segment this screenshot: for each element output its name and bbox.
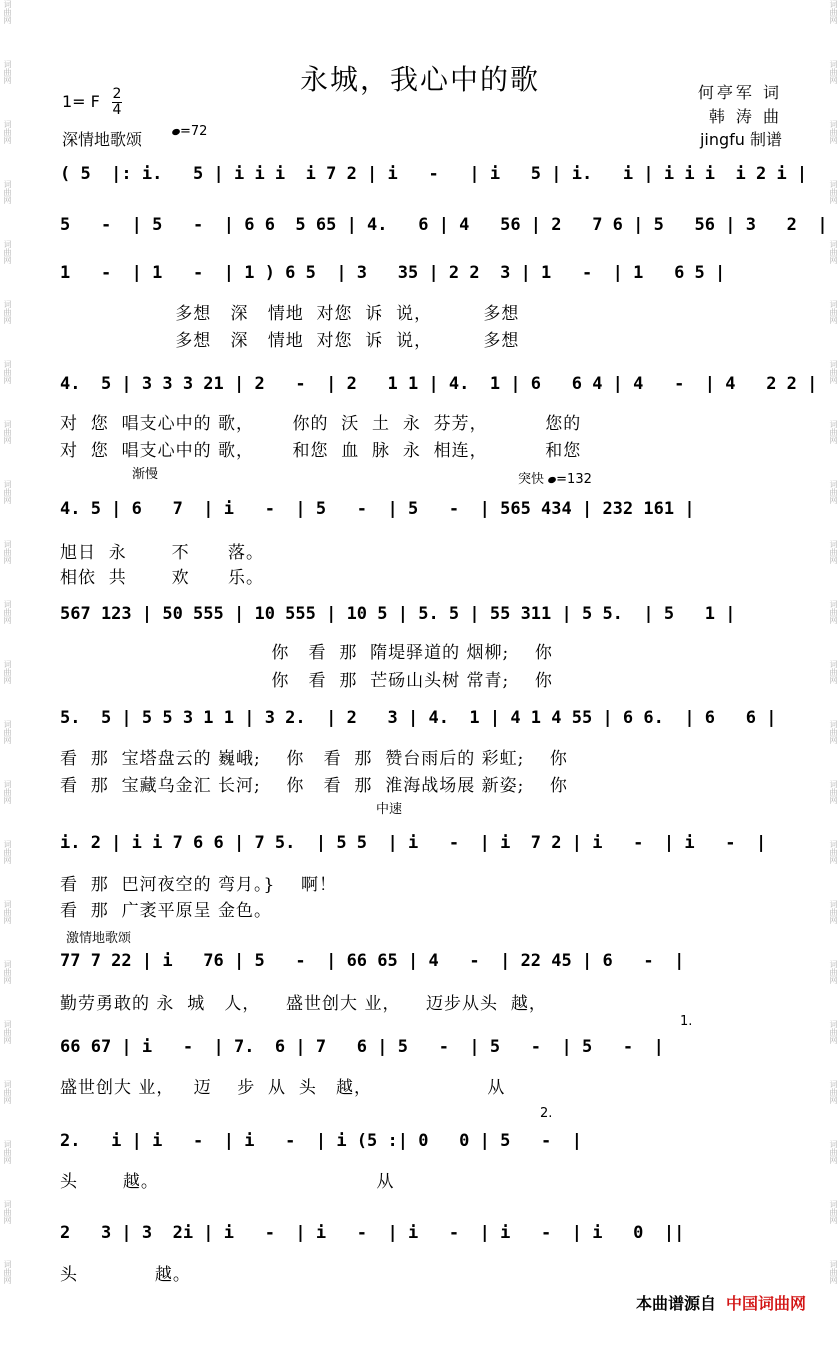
engraver-credit: jingfu 制谱 <box>699 130 782 149</box>
lyric-line: 看 那 宝塔盘云的 巍峨; 你 看 那 赞台雨后的 彩虹; 你 <box>60 749 568 769</box>
lyric-line: 勤劳勇敢的 永 城 人， 盛世创大 业， 迈步从头 越， <box>60 994 547 1014</box>
lyricist-credit: 何亭军 词 <box>697 83 782 102</box>
score-system-8: i. 2 | i i 7 6 6 | 7 5. | 5 5 | i - | i 7 2 | i - | i - | <box>60 833 767 853</box>
time-signature <box>112 87 122 118</box>
score-system-5: 4. 5 | 6 7 | i - | 5 - | 5 - | 565 434 | 232 161 | <box>60 499 695 519</box>
lyric-line: 多想 深 情地 对您 诉 说， 多想 <box>60 304 520 324</box>
lyric-line: 对 您 唱支心中的 歌， 和您 血 脉 永 相连， 和您 <box>60 441 582 461</box>
volta-2: 2. <box>540 1106 553 1121</box>
lyric-line: 头 越。 <box>60 1265 191 1285</box>
lyric-line: 旭日 永 不 落。 <box>60 543 265 563</box>
time-top: 2 <box>112 86 122 102</box>
tempo-marking: =72 <box>172 124 207 139</box>
lyric-line: 头 越。 从 <box>60 1172 395 1192</box>
score-system-11: 2. i | i - | i - | i (5 :| 0 0 | 5 - | <box>60 1131 582 1151</box>
song-title: 永城，我心中的歌 <box>299 63 540 96</box>
volta-1: 1. <box>680 1014 693 1029</box>
rit-marking: 渐慢 <box>132 467 159 482</box>
source-footer <box>636 1291 806 1314</box>
lyric-line: 对 您 唱支心中的 歌， 你的 沃 土 永 芬芳， 您的 <box>60 414 582 434</box>
key-signature: 1= F <box>62 92 100 111</box>
lyric-line: 盛世创大 业， 迈 步 从 头 越， 从 <box>60 1078 506 1098</box>
passionate-marking: 激情地歌颂 <box>66 931 132 946</box>
composer-credit: 韩 涛 曲 <box>708 107 782 126</box>
accel-marking: 突快 =132 <box>518 472 592 487</box>
mood-marking: 深情地歌颂 <box>62 130 143 149</box>
score-system-10: 66 67 | i - | 7. 6 | 7 6 | 5 - | 5 - | 5 - | <box>60 1037 664 1057</box>
lyric-line: 看 那 宝藏乌金汇 长河; 你 看 那 淮海战场展 新姿; 你 <box>60 776 568 796</box>
lyric-line: 相依 共 欢 乐。 <box>60 568 265 588</box>
footer-site-link[interactable]: 中国词曲网 <box>725 1294 806 1313</box>
score-system-4: 4. 5 | 3 3 3 21 | 2 - | 2 1 1 | 4. 1 | 6 6 4 | 4 - | 4 2 2 | <box>60 374 818 394</box>
score-system-9: 77 7 22 | i 76 | 5 - | 66 65 | 4 - | 22 45 | 6 - | <box>60 951 685 971</box>
lyric-line: 看 那 巴河夜空的 弯月。} 啊！ <box>60 875 337 895</box>
score-system-3: 1 - | 1 - | 1 ) 6 5 | 3 35 | 2 2 3 | 1 - | 1 6 5 | <box>60 263 726 283</box>
lyric-line: 你 看 那 芒砀山头树 常青; 你 <box>60 671 553 691</box>
score-system-12: 2 3 | 3 2i | i - | i - | i - | i - | i 0 || <box>60 1223 685 1243</box>
score-system-1: ( 5 |: i. 5 | i i i i 7 2 | i - | i 5 | i. i | i i i i 2 i | <box>60 164 808 184</box>
watermark-right: 词曲网 词曲网 词曲网 词曲网 词曲网 词曲网 词曲网 词曲网 词曲网 词曲网 词曲网 词曲网 词曲网 词曲网 词曲网 词曲网 词曲网 词曲网 词曲网 词曲网 词曲网 词曲网 <box>829 0 838 1284</box>
lyric-line: 你 看 那 隋堤驿道的 烟柳; 你 <box>60 643 553 663</box>
score-system-7: 5. 5 | 5 5 3 1 1 | 3 2. | 2 3 | 4. 1 | 4 1 4 55 | 6 6. | 6 6 | <box>60 708 777 728</box>
score-system-2: 5 - | 5 - | 6 6 5 65 | 4. 6 | 4 56 | 2 7 6 | 5 56 | 3 2 | <box>60 215 828 235</box>
lyric-line: 多想 深 情地 对您 诉 说， 多想 <box>60 331 520 351</box>
footer-label: 本曲谱源自 <box>635 1294 716 1313</box>
watermark-left: 词曲网 词曲网 词曲网 词曲网 词曲网 词曲网 词曲网 词曲网 词曲网 词曲网 词曲网 词曲网 词曲网 词曲网 词曲网 词曲网 词曲网 词曲网 词曲网 词曲网 词曲网 词曲网 <box>3 0 12 1284</box>
score-system-6: 567 123 | 50 555 | 10 555 | 10 5 | 5. 5 | 55 311 | 5 5. | 5 1 | <box>60 604 736 624</box>
time-bottom: 4 <box>112 102 122 118</box>
lyric-line: 看 那 广袤平原呈 金色。 <box>60 901 273 921</box>
medium-tempo-marking: 中速 <box>376 802 403 817</box>
